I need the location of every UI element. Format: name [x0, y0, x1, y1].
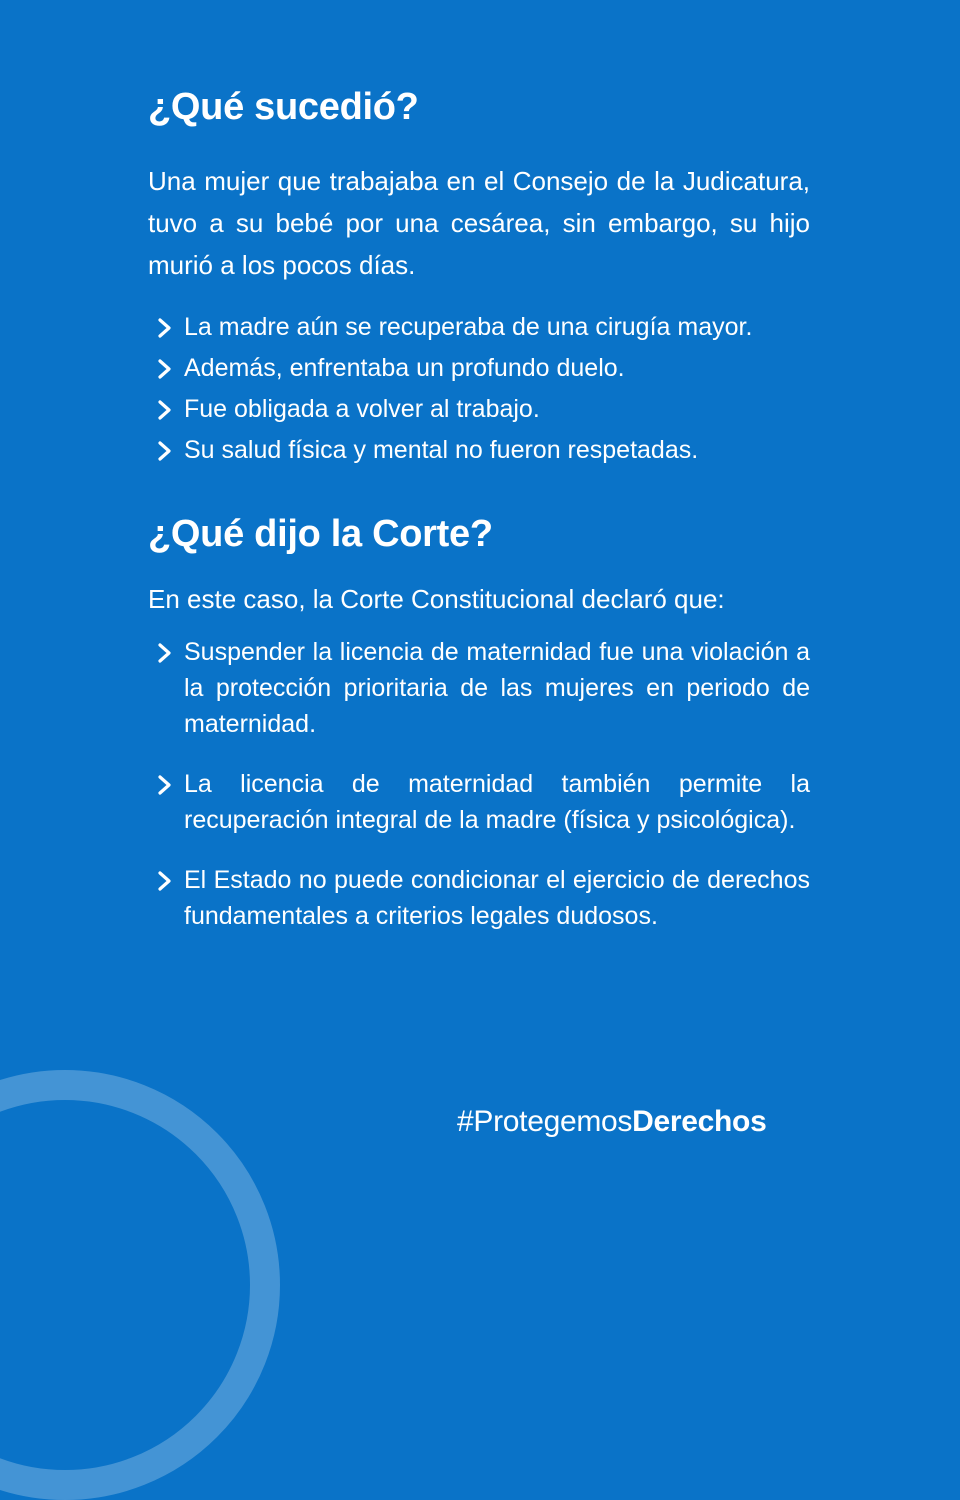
list-item	[156, 389, 810, 430]
list-item	[156, 634, 810, 742]
section-what-happened-list	[156, 307, 810, 471]
chevron-right-icon	[156, 317, 174, 339]
list-item-text: Además, enfrentaba un profundo duelo.	[184, 354, 625, 382]
list-item	[156, 348, 810, 389]
list-item	[156, 766, 810, 838]
list-item-text: Fue obligada a volver al trabajo.	[184, 395, 540, 423]
hashtag-bold-part: Derechos	[632, 1105, 767, 1138]
chevron-right-icon	[156, 440, 174, 462]
chevron-right-icon	[156, 774, 174, 796]
chevron-right-icon	[156, 870, 174, 892]
list-item-text: La madre aún se recuperaba de una cirugía mayor.	[184, 313, 753, 341]
section-court-title: ¿Qué dijo la Corte?	[148, 513, 493, 555]
list-item-text: Su salud física y mental no fueron respetadas.	[184, 436, 699, 464]
list-item	[156, 862, 810, 934]
section-court-intro: En este caso, la Corte Constitucional declaró que:	[148, 584, 725, 614]
list-item	[156, 307, 810, 348]
chevron-right-icon	[156, 399, 174, 421]
chevron-right-icon	[156, 358, 174, 380]
section-court-list	[156, 634, 810, 934]
decorative-arc	[0, 1070, 280, 1500]
list-item-text: El Estado no puede condicionar el ejercicio de derechos fundamentales a criterios legales dudosos.	[184, 866, 810, 930]
hashtag-regular-part: #Protegemos	[457, 1105, 633, 1138]
list-item-text: La licencia de maternidad también permite la recuperación integral de la madre (física y psicológica).	[184, 770, 810, 834]
section-what-happened-title: ¿Qué sucedió?	[148, 86, 419, 128]
campaign-hashtag	[457, 1104, 766, 1140]
chevron-right-icon	[156, 642, 174, 664]
list-item	[156, 430, 810, 471]
list-item-text: Suspender la licencia de maternidad fue una violación a la protección prioritaria de las mujeres en periodo de maternidad.	[184, 638, 810, 738]
section-what-happened-intro: Una mujer que trabajaba en el Consejo de la Judicatura, tuvo a su bebé por una cesárea, sin embargo, su hijo murió a los pocos días.	[148, 166, 810, 280]
